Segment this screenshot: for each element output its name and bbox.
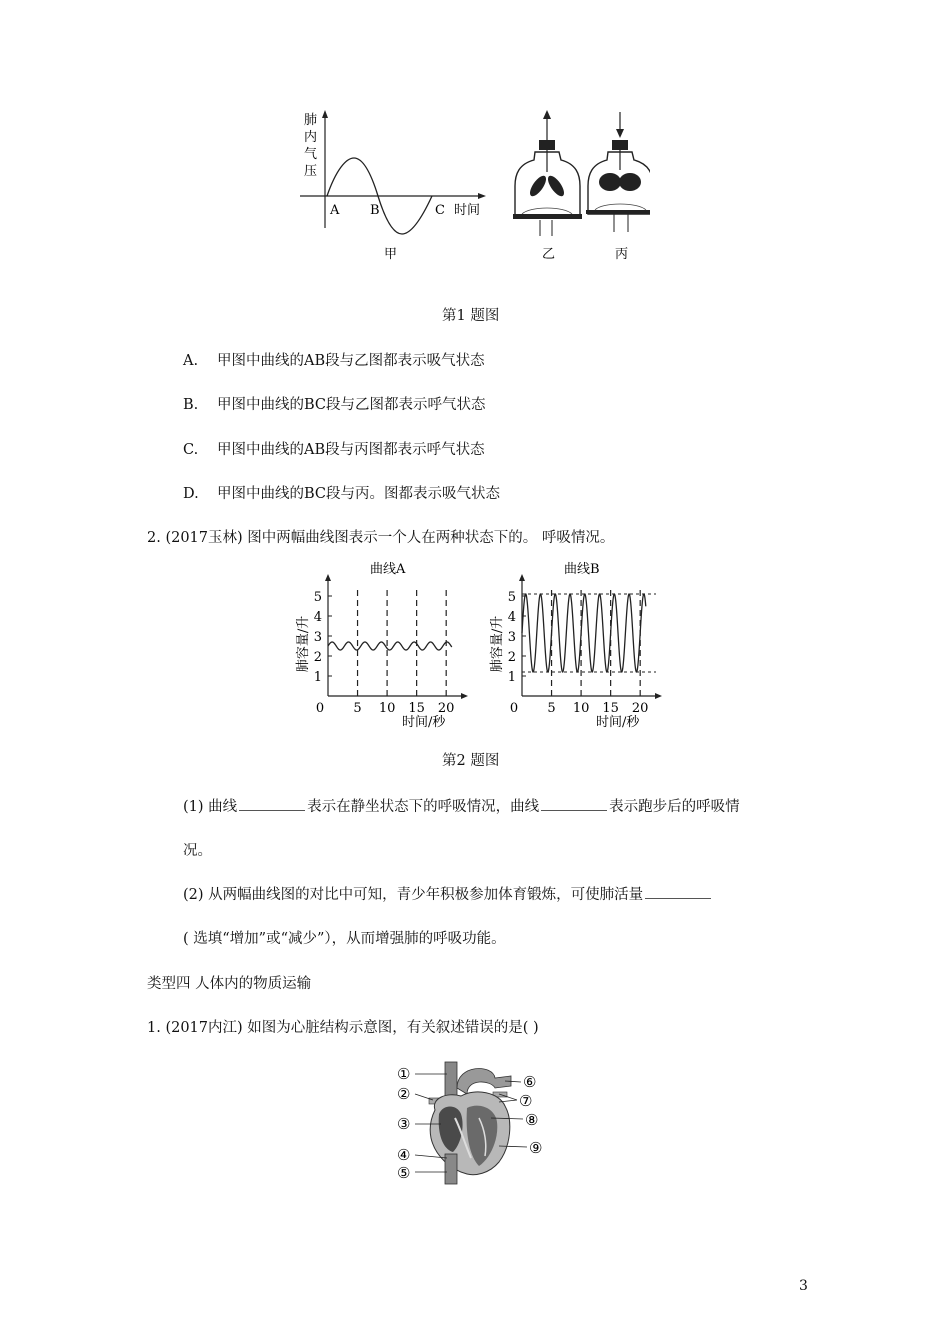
section-4-title: 类型四 人体内的物质运输: [147, 976, 312, 992]
heart-label-3: ③: [397, 1115, 411, 1133]
chart-b-x-arrow: [655, 693, 662, 699]
chart-b-xlabel: 时间/秒: [596, 715, 640, 730]
heart-label-4: ④: [397, 1146, 411, 1164]
fig1-point-c: C: [435, 203, 445, 218]
chart-b-title: 曲线B: [564, 562, 600, 577]
heart-label-1: ①: [397, 1065, 411, 1083]
answer-blank-3[interactable]: [645, 897, 711, 899]
chart-a-series-line: [328, 642, 452, 650]
option-b-letter: B.: [183, 397, 199, 413]
q2-sub1-part-c: 表示跑步后的呼吸情: [609, 799, 740, 815]
fig1-ylabel-3: 压: [304, 164, 318, 179]
chart-a-ylabel: 肺容量/升: [296, 615, 311, 673]
answer-blank-2[interactable]: [541, 809, 607, 811]
question-2-stem: 2. (2017玉林) 图中两幅曲线图表示一个人在两种状态下的。 呼吸情况。: [147, 530, 615, 546]
option-a: [183, 354, 485, 369]
chart-b-y-tick-1: 1: [507, 670, 516, 685]
chart-a-xlabel: 时间/秒: [402, 715, 446, 730]
heart-label-6: ⑥: [523, 1073, 537, 1091]
option-d-text: 甲图中曲线的BC段与丙。图都表示吸气状态: [217, 486, 501, 502]
chart-b-x-tick-10: 10: [572, 701, 590, 716]
chart-a-x-tick-10: 10: [378, 701, 396, 716]
chart-a-y-tick-4: 4: [313, 610, 322, 625]
option-d: [183, 487, 500, 502]
fig1-ylabel-0: 肺: [304, 113, 318, 128]
option-b: [183, 398, 486, 413]
heart-illustration: [429, 1062, 511, 1184]
fig1-label-yi: 乙: [542, 247, 556, 262]
q2-sub2-line2: ( 选填“增加”或“减少”），从而增强肺的呼吸功能。: [183, 931, 506, 947]
chart-a-y-tick-5: 5: [313, 590, 322, 605]
q2-sub1-part-a: (1) 曲线: [183, 799, 238, 815]
chart-a-x-tick-15: 15: [408, 701, 425, 716]
heart-label-5: ⑤: [397, 1164, 411, 1182]
chart-b-x-tick-0: 0: [509, 701, 519, 716]
answer-blank-1[interactable]: [239, 809, 305, 811]
fig2-caption: 第2 题图: [442, 753, 500, 769]
option-a-letter: A.: [183, 353, 199, 369]
heart-diagram: [395, 1058, 555, 1186]
heart-label-7: ⑦: [519, 1092, 533, 1110]
fig1-point-a: A: [330, 203, 340, 218]
chart-a-x-tick-20: 20: [437, 701, 455, 716]
fig1-caption: 第1 题图: [442, 308, 500, 324]
section-4-question-1: 1. (2017内江) 如图为心脏结构示意图，有关叙述错误的是( ): [147, 1020, 539, 1036]
chart-b-x-tick-5: 5: [547, 701, 556, 716]
fig1-label-jia: 甲: [384, 247, 398, 262]
fig1-ylabel-2: 气: [304, 147, 318, 162]
chart-b-y-tick-4: 4: [507, 610, 516, 625]
page-number: 3: [799, 1278, 808, 1294]
heart-label-9: ⑨: [529, 1139, 543, 1157]
chart-b-y-tick-2: 2: [507, 650, 516, 665]
figure-1: [290, 108, 650, 268]
chart-b-series-line: [522, 594, 646, 672]
chart-b-ylabel: 肺容量/升: [490, 615, 505, 673]
chart-b-y-tick-3: 3: [507, 630, 516, 645]
heart-label-8: ⑧: [525, 1111, 539, 1129]
fig1-xlabel: 时间: [454, 203, 481, 218]
fig1-point-b: B: [370, 203, 380, 218]
chart-a-y-tick-1: 1: [313, 670, 322, 685]
chart-b-x-tick-15: 15: [602, 701, 619, 716]
chart-a: [290, 558, 470, 730]
q2-sub2-part-a: (2) 从两幅曲线图的对比中可知，青少年积极参加体育锻炼，可使肺活量: [183, 887, 644, 903]
chart-b-x-tick-20: 20: [631, 701, 649, 716]
heart-label-2: ②: [397, 1085, 411, 1103]
chart-a-y-tick-3: 3: [313, 630, 322, 645]
chart-b-y-arrow: [519, 574, 525, 581]
fig1-y-arrow: [322, 110, 328, 118]
chart-b-y-tick-5: 5: [507, 590, 516, 605]
option-a-text: 甲图中曲线的AB段与乙图都表示吸气状态: [217, 353, 485, 369]
option-c-letter: C.: [183, 442, 199, 458]
chart-a-x-tick-5: 5: [353, 701, 362, 716]
chart-a-y-tick-2: 2: [313, 650, 322, 665]
option-c-text: 甲图中曲线的AB段与丙图都表示呼气状态: [217, 442, 485, 458]
bell-jar-yi: [513, 110, 582, 236]
bell-jar-bing: [586, 112, 650, 232]
chart-b: [484, 558, 664, 730]
q2-sub1-line2: 况。: [183, 843, 212, 859]
fig1-label-bing: 丙: [615, 247, 629, 262]
chart-a-x-tick-0: 0: [315, 701, 325, 716]
chart-a-title: 曲线A: [370, 562, 406, 577]
q2-sub2-line1: [183, 888, 713, 903]
fig1-ylabel-1: 内: [304, 130, 318, 145]
q2-sub1-line1: [183, 800, 740, 815]
option-b-text: 甲图中曲线的BC段与乙图都表示呼气状态: [217, 397, 486, 413]
chart-a-y-arrow: [325, 574, 331, 581]
q2-sub1-part-b: 表示在静坐状态下的呼吸情况，曲线: [307, 799, 540, 815]
chart-a-x-arrow: [461, 693, 468, 699]
option-d-letter: D.: [183, 486, 199, 502]
fig1-x-arrow: [478, 193, 486, 199]
option-c: [183, 443, 485, 458]
